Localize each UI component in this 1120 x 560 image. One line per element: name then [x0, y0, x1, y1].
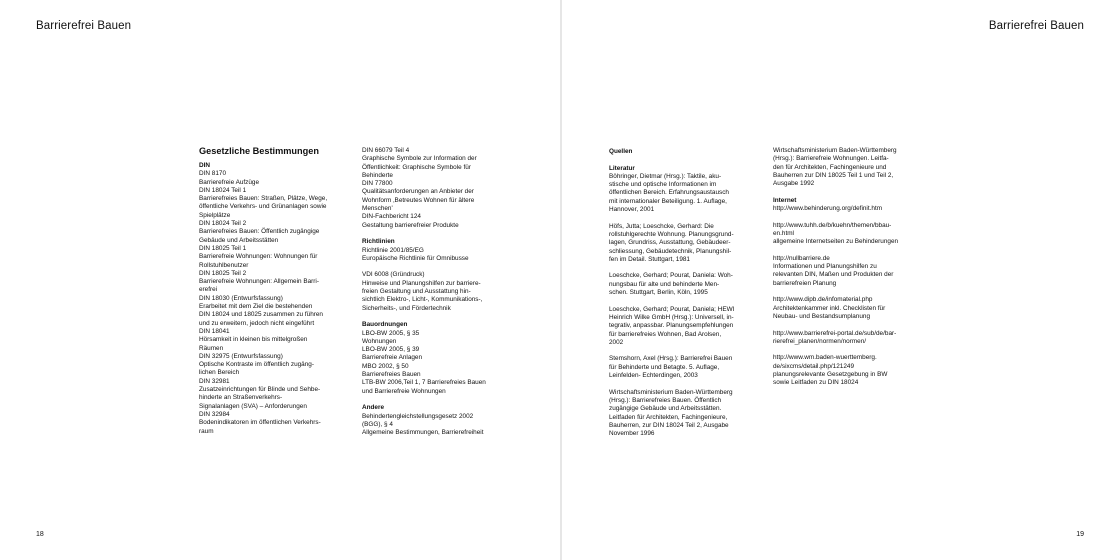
text-line: (Hrsg.): Barrierefreies Bauen. Öffentlich	[609, 396, 722, 404]
vdi-list	[362, 271, 486, 312]
right-column-1	[609, 148, 734, 438]
text-line: November 1996	[609, 430, 655, 438]
text-line: Räumen	[199, 344, 224, 352]
running-head-right: Barrierefrei Bauen	[988, 20, 1084, 32]
text-line: sichtlich Elektro-, Licht-, Kommunikations-,	[362, 296, 483, 304]
subheading-bauordnungen: Bauordnungen	[362, 321, 408, 329]
text-line: hinderte an Straßenverkehrs-	[199, 394, 283, 402]
text-line: DIN 77800	[362, 180, 393, 188]
text-line: Wirtschaftsministerium Baden-Württemberg	[773, 147, 897, 154]
text-line: http://www.barrierefrei-portal.de/sub/de/bar-	[773, 329, 897, 337]
text-line: öffentlichen Bereich. Erfahrungsaustausch	[609, 189, 729, 197]
text-line: fen im Detail. Stuttgart, 1981	[609, 255, 690, 263]
text-line: DIN 18024 Teil 1	[199, 186, 247, 194]
text-line: und Barrierefreie Wohnungen	[362, 387, 446, 395]
page-number-left: 18	[36, 531, 44, 538]
text-line: Bauherren, zur DIN 18024 Teil 2, Ausgabe	[609, 421, 729, 429]
left-column-2	[362, 147, 486, 437]
text-line: planungsrelevante Gesetzgebung in BW	[773, 371, 888, 379]
text-line: allgemeine Internetseiten zu Behinderungen	[773, 238, 899, 246]
text-line: mit internationaler Beteiligung. 1. Auflage,	[609, 197, 727, 205]
subheading-din: DIN	[199, 162, 211, 169]
text-line: Leitfaden für Architekten, Fachingenieure,	[609, 413, 728, 421]
text-line: Architektenkammer inkl. Checklisten für	[773, 304, 886, 312]
text-line: Leinfelden- Echterdingen, 2003	[609, 372, 698, 380]
bauordnungen-list	[362, 330, 486, 396]
text-line: DIN 32975 (Entwurfsfassung)	[199, 352, 283, 360]
reference-entry	[773, 330, 898, 347]
text-line: DIN 18025 Teil 2	[199, 269, 247, 277]
section-title-gesetzliche-bestimmungen: Gesetzliche Bestimmungen	[199, 146, 319, 156]
text-line: Hörsamkeit in kleinen bis mittelgroßen	[199, 336, 308, 344]
page-number-right: 19	[1076, 531, 1084, 538]
text-line: zugängige Gebäude und Arbeitsstätten.	[609, 405, 722, 413]
text-line: Allgemeine Bestimmungen, Barrierefreiheit	[362, 429, 484, 437]
text-line: http://nullbarriere.de	[773, 254, 830, 262]
text-line: Böhringer, Dietmar (Hrsg.): Taktile, aku-	[609, 172, 722, 180]
text-line: und zu erweitern, jedoch nicht eingeführt	[199, 319, 315, 327]
text-line: lichen Bereich	[199, 369, 240, 377]
text-line: (BGG), § 4	[362, 420, 393, 428]
text-line: Erarbeitet mit dem Ziel die bestehenden	[199, 303, 313, 311]
text-line: DIN 18024 und 18025 zusammen zu führen	[199, 311, 323, 319]
reference-entry	[773, 354, 898, 387]
text-line: DIN 18041	[199, 327, 230, 335]
internet-list	[773, 205, 898, 388]
text-line: Wirtschaftsministerium Baden-Württemberg	[609, 388, 733, 396]
text-line: LTB-BW 2006,Teil 1, 7 Barrierefreies Bauen	[362, 379, 486, 387]
text-line: Höfs, Jutta; Loeschcke, Gerhard: Die	[609, 222, 714, 230]
left-column-1	[199, 146, 327, 436]
reference-entry	[773, 205, 898, 213]
reference-entry	[609, 223, 734, 264]
text-line: Qualitätsanforderungen an Anbieter der	[362, 188, 474, 196]
text-line: nungsbau für alte und behinderte Men-	[609, 280, 720, 288]
text-line: barrierefreien Planung	[773, 279, 837, 287]
reference-entry	[609, 355, 734, 380]
reference-entry	[609, 272, 734, 297]
text-line: DIN 32981	[199, 377, 230, 385]
text-line: Barrierefreies Bauen	[362, 371, 421, 379]
text-line: sowie Leitfaden zu DIN 18024	[773, 379, 859, 387]
text-line: Hinweise und Planungshilfen zur barriere-	[362, 279, 481, 287]
text-line: DIN 8170	[199, 170, 226, 178]
text-line: Graphische Symbole zur Information der	[362, 155, 477, 163]
text-line: http://www.wm.baden-wuerttemberg.	[773, 354, 877, 362]
text-line: http://www.tuhh.de/b/kuehn/themen/bbau-	[773, 221, 892, 229]
text-line: Sicherheits-, und Fördertechnik	[362, 304, 451, 312]
text-line: für Behinderte und Betagte. 5. Auflage,	[609, 363, 720, 371]
text-line: DIN 66079 Teil 4	[362, 147, 410, 154]
text-line: Wohnungen	[362, 337, 397, 345]
subheading-andere: Andere	[362, 404, 385, 412]
text-line: 2002	[609, 338, 624, 346]
richtlinien-list	[362, 247, 486, 264]
text-line: den für Architekten, Fachingenieure und	[773, 163, 887, 171]
text-line: Optische Kontraste im öffentlich zugäng-	[199, 361, 314, 369]
text-line: http://www.dipb.de/infomaterial.php	[773, 296, 873, 304]
text-line: erefrei	[199, 286, 218, 294]
din-list-continued	[362, 147, 486, 230]
text-line: freien Gestaltung und Ausstattung hin-	[362, 288, 471, 296]
text-line: Rollstuhlbenutzer	[199, 261, 249, 269]
text-line: Europäische Richtlinie für Omnibusse	[362, 254, 469, 262]
subheading-richtlinien: Richtlinien	[362, 238, 395, 246]
literature-list-continued	[773, 147, 898, 188]
text-line: öffentliche Verkehrs- und Grünanlagen sowie	[199, 203, 327, 211]
text-line: Richtlinie 2001/85/EG	[362, 246, 424, 254]
text-line: Spielplätze	[199, 211, 231, 219]
text-line: DIN 18024 Teil 2	[199, 220, 247, 228]
text-line: LBO-BW 2005, § 35	[362, 329, 420, 337]
text-line: rollstuhlgerechte Wohnung. Planungsgrund-	[609, 230, 734, 238]
reference-entry	[609, 306, 734, 347]
literature-list	[609, 173, 734, 439]
text-line: http://www.behinderung.org/definit.htm	[773, 205, 883, 213]
text-line: raum	[199, 427, 214, 435]
text-line: Wohnform ‚Betreutes Wohnen für ältere	[362, 196, 475, 204]
section-title-quellen: Quellen	[609, 148, 633, 155]
text-line: Heinrich Wilke GmbH (Hrsg.): Universell, in-	[609, 313, 734, 321]
reference-entry	[773, 255, 898, 288]
text-line: Barrierefreie Wohnungen: Allgemein Barri-	[199, 278, 319, 286]
text-line: (Hrsg.): Barrierefreie Wohnungen. Leitfa-	[773, 155, 889, 163]
running-head-left: Barrierefrei Bauen	[36, 20, 132, 32]
text-line: für barrierefreies Wohnen, Bad Arolsen,	[609, 330, 722, 338]
text-line: Barrierefreies Bauen: Straßen, Plätze, Wege,	[199, 195, 328, 203]
text-line: Neubau- und Bestandsumplanung	[773, 312, 870, 320]
text-line: Zusatzeinrichtungen für Blinde und Sehbe-	[199, 386, 321, 394]
text-line: Barrierefreie Anlagen	[362, 354, 423, 362]
text-line: Bodenindikatoren im öffentlichen Verkehrs-	[199, 419, 321, 427]
text-line: Signalanlagen (SVA) – Anforderungen	[199, 402, 307, 410]
text-line: tegrativ, anpassbar. Planungsempfehlungen	[609, 322, 734, 330]
text-line: Informationen und Planungshilfen zu	[773, 263, 877, 271]
text-line: Menschen'	[362, 205, 393, 213]
text-line: Behindertengleichstellungsgesetz 2002	[362, 412, 474, 420]
text-line: en.html	[773, 229, 794, 237]
text-line: stische und optische Informationen im	[609, 181, 717, 189]
text-line: Hannover, 2001	[609, 206, 655, 214]
text-line: relevanten DIN, Maßen und Produkten der	[773, 271, 894, 279]
text-line: lagen, Grundriss, Ausstattung, Gebäudeer-	[609, 239, 731, 247]
text-line: Bauherren zur DIN 18025 Teil 1 und Teil 2,	[773, 171, 894, 179]
subheading-literatur: Literatur	[609, 164, 635, 172]
text-line: Barrierefreie Wohnungen: Wohnungen für	[199, 253, 318, 261]
text-line: DIN 18030 (Entwurfsfassung)	[199, 294, 283, 302]
text-line: DIN 18025 Teil 1	[199, 244, 247, 252]
text-line: Gestaltung barrierefreier Produkte	[362, 221, 459, 229]
reference-entry	[773, 222, 898, 247]
text-line: Loeschcke, Gerhard; Pourat, Daniela; HEWI	[609, 305, 735, 313]
text-line: VDI 6008 (Gründruck)	[362, 271, 425, 279]
text-line: rierefrei_planen/normen/normen/	[773, 337, 867, 345]
text-line: schen. Stuttgart, Berlin, Köln, 1995	[609, 289, 708, 297]
subheading-internet: Internet	[773, 196, 797, 204]
right-column-2	[773, 147, 898, 388]
text-line: Behinderte	[362, 171, 393, 179]
text-line: Loeschcke, Gerhard; Pourat, Daniela: Woh-	[609, 272, 733, 280]
text-line: Barrierefreies Bauen: Öffentlich zugängige	[199, 228, 320, 236]
text-line: DIN-Fachbericht 124	[362, 213, 421, 221]
text-line: DIN 32984	[199, 410, 230, 418]
text-line: Stemshorn, Axel (Hrsg.): Barrierefrei Bauen	[609, 355, 733, 363]
text-line: Gebäude und Arbeitsstätten	[199, 236, 279, 244]
reference-entry	[609, 173, 734, 214]
text-line: LBO-BW 2005, § 39	[362, 346, 420, 354]
text-line: Öffentlichkeit: Graphische Symbole für	[362, 163, 471, 171]
text-line: de/sixcms/detail.php/121249	[773, 362, 855, 370]
text-line: schliessung, Gebäudetechnik, Planungshil-	[609, 247, 732, 255]
andere-list	[362, 413, 486, 438]
text-line: Barrierefreie Aufzüge	[199, 178, 260, 186]
reference-entry	[773, 296, 898, 321]
reference-entry	[609, 389, 734, 439]
right-page	[562, 0, 1120, 560]
din-list	[199, 170, 327, 436]
text-line: MBO 2002, § 50	[362, 362, 409, 370]
text-line: Ausgabe 1992	[773, 180, 815, 188]
